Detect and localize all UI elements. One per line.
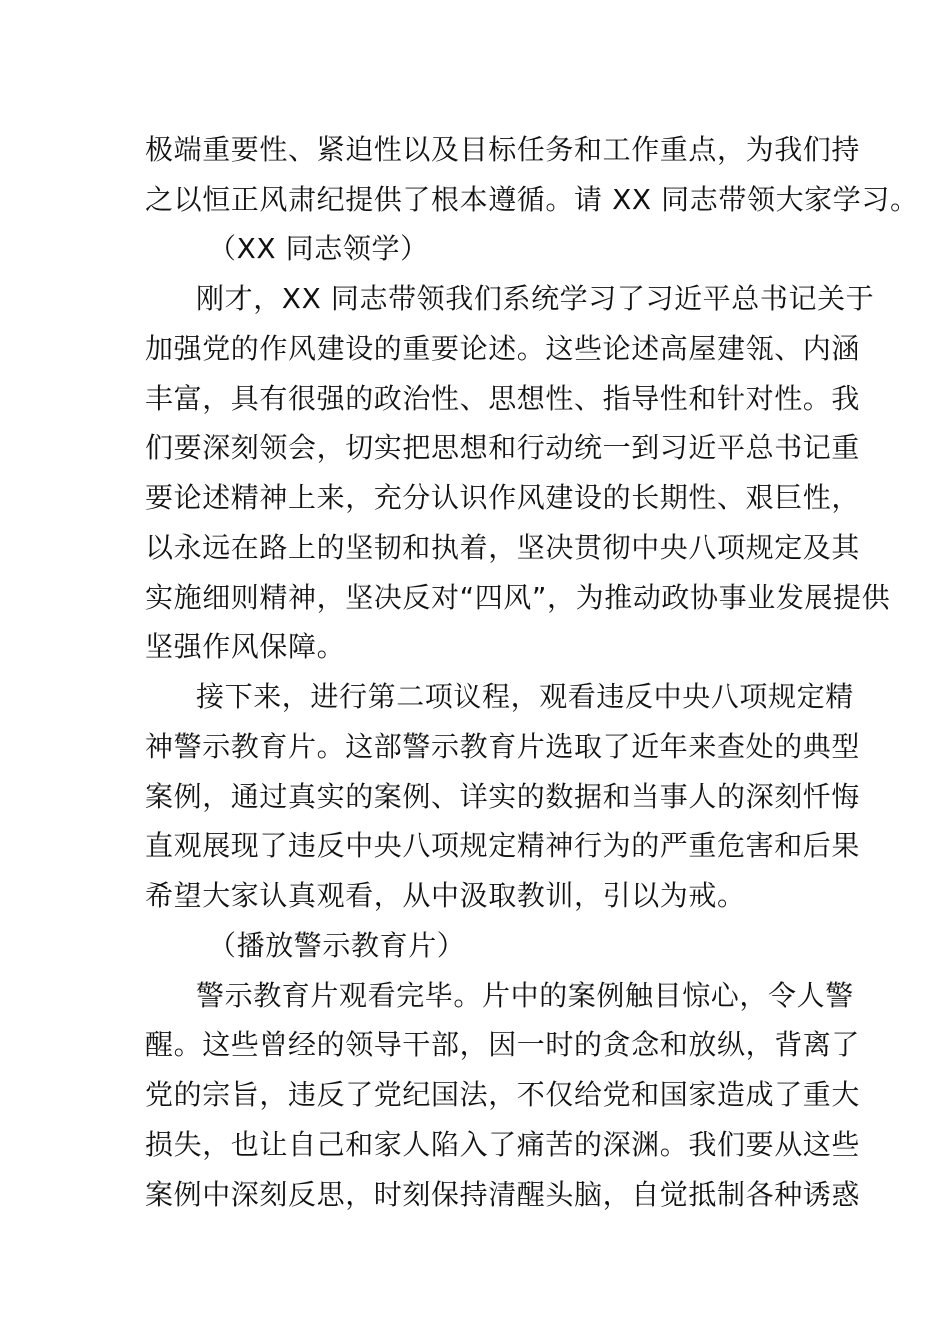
text-line: 案例，通过真实的案例、详实的数据和当事人的深刻忏悔: [145, 780, 861, 813]
stage-note: （播放警示教育片）: [208, 929, 466, 962]
stage-note: （XX 同志领学）: [208, 232, 429, 265]
text-line: 们要深刻领会，切实把思想和行动统一到习近平总书记重: [145, 431, 861, 464]
text-line: 希望大家认真观看，从中汲取教训，引以为戒。: [145, 879, 746, 912]
text-line: 损失，也让自己和家人陷入了痛苦的深渊。我们要从这些: [145, 1128, 861, 1161]
text-line: 案例中深刻反思，时刻保持清醒头脑，自觉抵制各种诱惑: [145, 1178, 861, 1211]
text-line: 党的宗旨，违反了党纪国法，不仅给党和国家造成了重大: [145, 1078, 861, 1111]
text-line: 神警示教育片。这部警示教育片选取了近年来查处的典型: [145, 730, 861, 763]
text-line: 丰富，具有很强的政治性、思想性、指导性和针对性。我: [145, 382, 861, 415]
text-line: 醒。这些曾经的领导干部，因一时的贪念和放纵，背离了: [145, 1028, 861, 1061]
text-line: 实施细则精神，坚决反对“四风”，为推动政协事业发展提供: [145, 581, 891, 614]
paragraph-first-line: 接下来，进行第二项议程，观看违反中央八项规定精: [196, 680, 854, 713]
text-line: 极端重要性、紧迫性以及目标任务和工作重点，为我们持: [145, 133, 861, 166]
text-line: 坚强作风保障。: [145, 630, 346, 663]
paragraph-first-line: 警示教育片观看完毕。片中的案例触目惊心，令人警: [196, 979, 854, 1012]
text-line: 要论述精神上来，充分认识作风建设的长期性、艰巨性，: [145, 481, 861, 514]
text-line: 之以恒正风肃纪提供了根本遵循。请 XX 同志带领大家学习。: [145, 183, 919, 216]
text-line: 加强党的作风建设的重要论述。这些论述高屋建瓴、内涵: [145, 332, 861, 365]
paragraph-first-line: 刚才，XX 同志带领我们系统学习了习近平总书记关于: [196, 282, 875, 315]
text-line: 以永远在路上的坚韧和执着，坚决贯彻中央八项规定及其: [145, 531, 861, 564]
text-line: 直观展现了违反中央八项规定精神行为的严重危害和后果: [145, 829, 861, 862]
